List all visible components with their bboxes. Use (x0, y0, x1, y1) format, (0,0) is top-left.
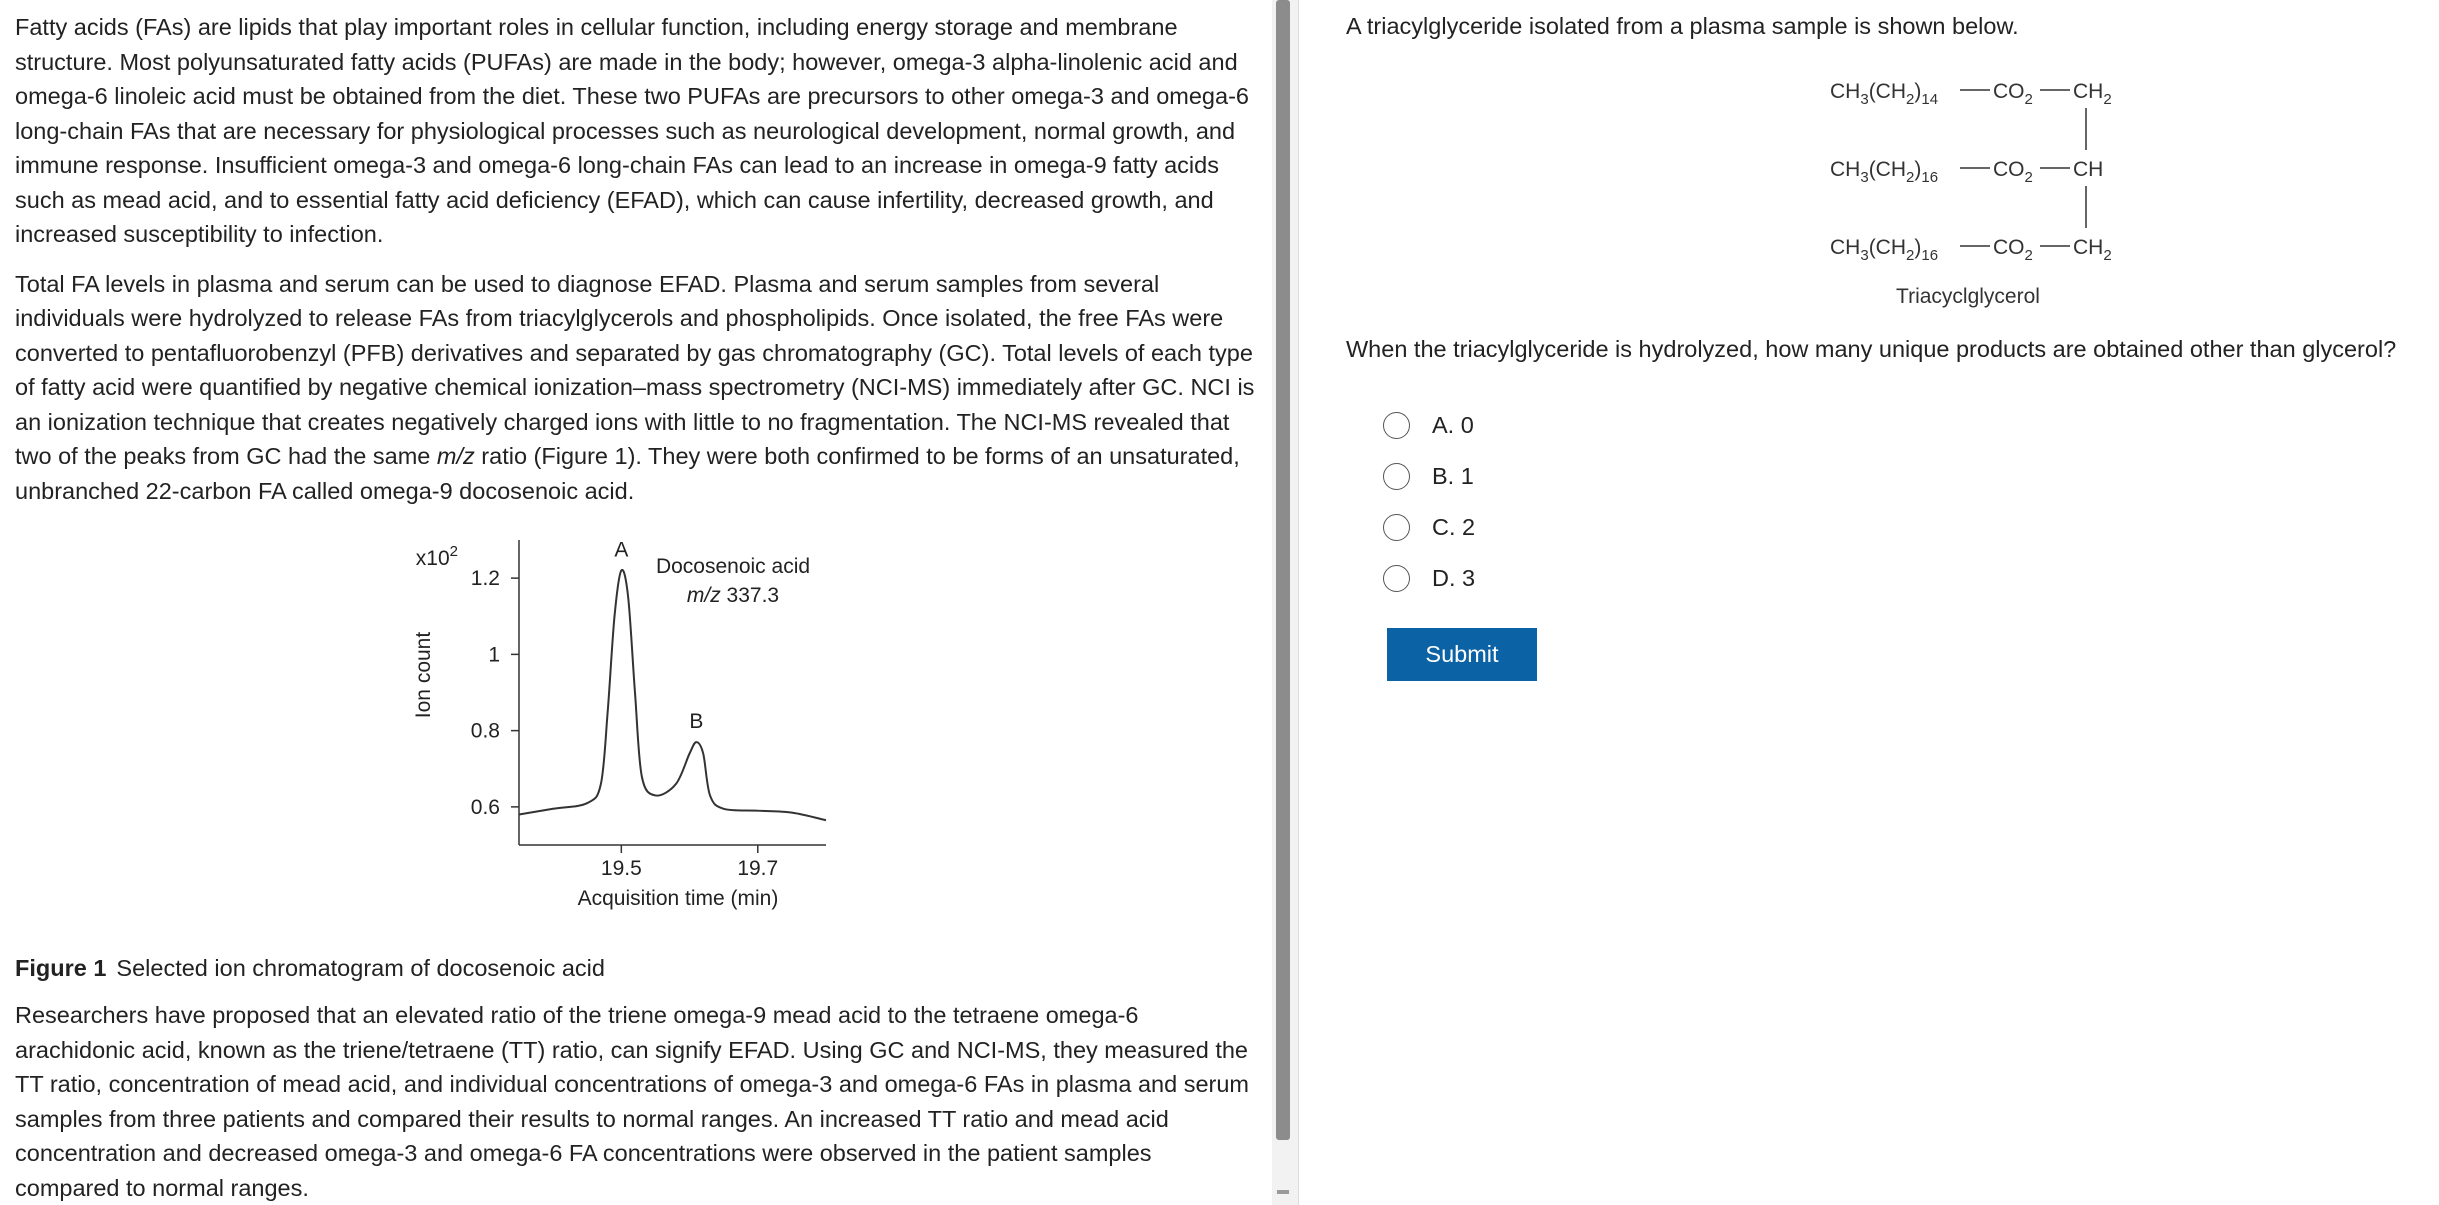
y-tick-label-1: 1 (488, 643, 500, 667)
question-pane (1300, 0, 2439, 1205)
option-d-label: D. 3 (1432, 565, 1476, 591)
y-tick-label-3: 0.6 (470, 795, 500, 819)
p2-text-b: ratio (Figure 1). They were both confirmed to be forms of an unsaturated, unbranched 22-carbon FA called omega-9 docosenoic acid. (15, 443, 1240, 504)
passage-paragraph-3: Researchers have proposed that an elevated ratio of the triene omega-9 mead acid to the tetraene omega-6 arachidonic acid, known as the triene/tetraene (TT) ratio, can signify EFAD. Using GC and NCI-MS, they measured the TT ratio, concentration of mead acid, and individual concentrations of omega-3 and omega-6 FAs in plasma and serum samples from three patients and compared their results to normal ranges. An increased TT ratio and mead acid concentration and decreased omega-3 and omega-6 FA concentrations were observed in the patient samples compared to normal ranges. (15, 1002, 1250, 1201)
chromatogram-svg (400, 525, 860, 925)
row3-chain: $CH_3(CH_2)_{16}$ (1830, 236, 1939, 264)
option-c[interactable] (1383, 502, 1475, 553)
row2-end: CH (2073, 158, 2104, 181)
option-b[interactable] (1383, 451, 1475, 502)
scroll-down-arrow[interactable] (1277, 1190, 1289, 1194)
figure-1-chromatogram (400, 525, 860, 925)
option-d[interactable] (1383, 553, 1475, 604)
row3-end: $CH_2$ (2073, 236, 2112, 264)
x-axis-label: Acquisition time (min) (577, 887, 779, 910)
radio-b[interactable] (1383, 463, 1410, 490)
option-c-label: C. 2 (1432, 514, 1476, 540)
y-ticks (471, 567, 519, 819)
figure-caption-text: Selected ion chromatogram of docosenoic acid (116, 955, 605, 981)
answer-options (1383, 400, 1475, 604)
passage-paragraph-1: Fatty acids (FAs) are lipids that play important roles in cellular function, including energy storage and membrane structure. Most polyunsaturated fatty acids (PUFAs) are made in the body; however, omega-3 alpha-linolenic acid and omega-6 linoleic acid must be obtained from the diet. These two PUFAs are precursors to other omega-3 and omega-6 long-chain FAs that are necessary for physiological processes such as neurological development, normal growth, and immune response. Insufficient omega-3 and omega-6 long-chain FAs can lead to an increase in omega-9 fatty acids such as mead acid, and to essential fatty acid deficiency (EFAD), which can cause infertility, decreased growth, and increased susceptibility to infection. (15, 14, 1249, 247)
y-axis-label: Ion count (412, 631, 435, 719)
row2-chain: $CH_3(CH_2)_{16}$ (1830, 158, 1939, 186)
figure-caption (15, 951, 605, 986)
molecule-name: Triacyclglycerol (1896, 285, 2040, 308)
peak-label-b: B (689, 710, 704, 734)
option-a[interactable] (1383, 400, 1475, 451)
y-tick-label-0: 1.2 (470, 567, 500, 591)
y-multiplier: $x10^2$ (415, 543, 458, 570)
p2-text-a: Total FA levels in plasma and serum can be used to diagnose EFAD. Plasma and serum samples from several individuals were hydrolyzed to release FAs from triacylglycerols and phospholipids. Once isolated, the free FAs were converted to pentafluorobenzyl (PFB) derivatives and separated by gas chromatography (GC). Total levels of each type of fatty acid were quantified by negative chemical ionization–mass spectrometry (NCI-MS) immediately after GC. NCI is an ionization technique that creates negatively charged ions with little to no fragmentation. The NCI-MS revealed that two of the peaks from GC had the same (15, 270, 1255, 469)
row3-ester: $CO_2$ (1993, 236, 2033, 264)
peak-label-a: A (614, 538, 629, 562)
row1-ester: $CO_2$ (1993, 80, 2033, 108)
row1-chain: $CH_3(CH_2)_{14}$ (1830, 80, 1939, 108)
question-intro: A triacylglyceride isolated from a plasma sample is shown below. (1346, 13, 2019, 39)
scrollbar-thumb[interactable] (1276, 0, 1290, 1140)
radio-d[interactable] (1383, 565, 1410, 592)
chart-subtitle: m/z 337.3 (686, 584, 780, 607)
y-tick-label-2: 0.8 (470, 719, 500, 743)
x-tick-label-1: 19.7 (737, 857, 779, 880)
molecule-svg (1830, 70, 2160, 315)
chromatogram-line (519, 570, 826, 820)
x-ticks (601, 845, 778, 880)
p2-mz: m/z (436, 443, 475, 469)
row2-ester: $CO_2$ (1993, 158, 2033, 186)
row1-end: $CH_2$ (2073, 80, 2112, 108)
option-b-label: B. 1 (1432, 463, 1474, 489)
radio-a[interactable] (1383, 412, 1410, 439)
submit-button[interactable]: Submit (1387, 628, 1537, 681)
passage-paragraph-2 (15, 267, 1260, 509)
option-a-label: A. 0 (1432, 412, 1474, 438)
chart-title: Docosenoic acid (655, 555, 811, 578)
question-stem: When the triacylglyceride is hydrolyzed, how many unique products are obtained other than glycerol? (1346, 336, 2397, 362)
passage (15, 10, 1260, 523)
triacylglycerol-structure (1830, 70, 2160, 315)
figure-label: Figure 1 (15, 955, 107, 981)
pane-divider (1298, 0, 1299, 1205)
radio-c[interactable] (1383, 514, 1410, 541)
x-tick-label-0: 19.5 (600, 857, 642, 880)
